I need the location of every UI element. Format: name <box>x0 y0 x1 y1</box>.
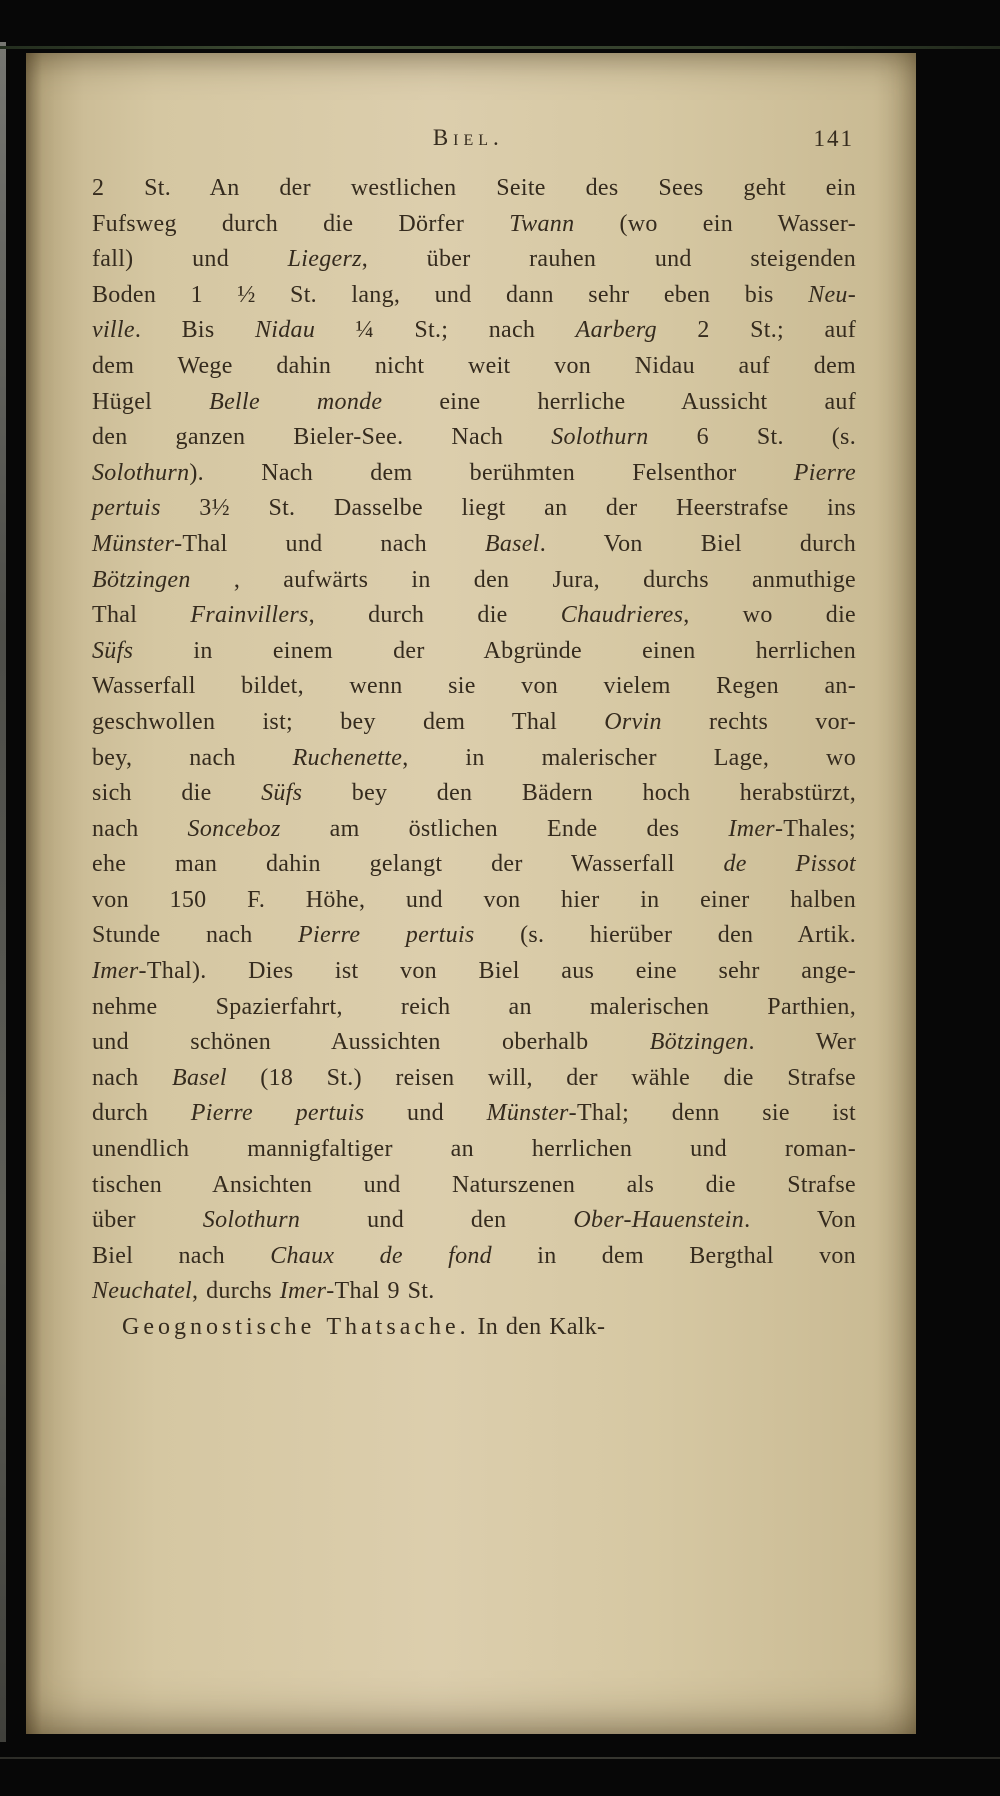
text-segment: nach <box>92 815 188 842</box>
page-number: 141 <box>813 126 854 151</box>
text-segment: (wo ein Wasser- <box>574 210 857 237</box>
text-segment: , aufwärts in den Jura, durchs anmuthige <box>190 566 856 593</box>
text-segment: -Thales; <box>774 815 856 842</box>
text-segment: -Thal; denn sie ist <box>568 1100 856 1127</box>
text-line <box>92 705 856 741</box>
text-line <box>92 456 856 492</box>
text-segment: Boden 1 ½ St. lang, und dann sehr eben bis <box>92 281 809 308</box>
text-segment: 2 St.; auf <box>656 317 856 344</box>
text-segment: . Bis <box>134 317 255 344</box>
text-line <box>92 669 856 705</box>
text-segment: bey, nach <box>92 744 293 771</box>
text-line <box>92 385 856 421</box>
text-line <box>92 242 856 278</box>
text-segment: 2 St. An der westlichen Seite des Sees geht ein <box>92 175 856 201</box>
text-line <box>92 563 856 599</box>
text-segment: eine herrliche Aussicht auf <box>382 388 856 415</box>
text-line <box>92 1239 856 1275</box>
text-segment: -Thal und nach <box>174 530 485 557</box>
running-title: Biel. <box>432 125 504 150</box>
text-line <box>92 847 856 883</box>
text-line <box>92 1025 856 1061</box>
text-segment: und den <box>300 1207 574 1234</box>
place-name-italic: Pierre pertuis <box>298 922 475 949</box>
place-name-italic: Solothurn <box>551 424 649 451</box>
text-segment: von 150 F. Höhe, und von hier in einer halben <box>92 886 856 913</box>
scan-left-edge <box>0 42 6 1742</box>
text-segment: und <box>364 1100 487 1127</box>
text-segment: , durch die <box>308 602 561 629</box>
place-name-italic: Liegerz <box>287 246 362 273</box>
text-line <box>92 741 856 777</box>
place-name-italic: de Pissot <box>723 851 856 878</box>
text-segment: in dem Bergthal von <box>491 1242 856 1269</box>
text-segment: dem Wege dahin nicht weit von Nidau auf dem <box>92 352 856 379</box>
place-name-italic: Pierre pertuis <box>190 1100 365 1127</box>
text-segment: , durchs <box>192 1278 280 1305</box>
text-segment: ehe man dahin gelangt der Wasserfall <box>92 851 724 878</box>
scan-top-edge-line <box>0 46 1000 49</box>
text-segment: Hügel <box>92 388 210 415</box>
text-segment: fall) und <box>92 246 288 273</box>
text-line <box>92 420 856 456</box>
text-segment: sich die <box>92 780 262 807</box>
place-name-italic: Twann <box>509 210 575 237</box>
place-name-italic: Bötzingen <box>649 1029 749 1056</box>
text-segment: unendlich mannigfaltiger an herrlichen und roman- <box>92 1136 856 1163</box>
text-segment: und schönen Aussichten oberhalb <box>92 1029 650 1056</box>
place-name-italic: pertuis <box>92 495 161 522</box>
text-segment: ). Nach dem berühmten Felsenthor <box>189 459 794 486</box>
place-name-italic: Chaudrieres <box>560 602 684 629</box>
place-name-italic: Imer <box>92 958 139 985</box>
text-segment: . Von <box>744 1207 856 1234</box>
place-name-italic: Bötzingen <box>92 566 191 593</box>
text-segment: Biel nach <box>92 1242 271 1269</box>
text-line <box>92 491 856 527</box>
text-line <box>92 990 856 1026</box>
place-name-italic: Sonceboz <box>187 815 281 842</box>
scan-bottom-edge-line <box>0 1757 1000 1759</box>
text-line <box>92 883 856 919</box>
text-segment: , wo die <box>683 602 857 629</box>
text-line <box>92 1310 856 1346</box>
place-name-italic: Neuchatel <box>92 1278 193 1305</box>
text-line <box>92 207 856 243</box>
place-name-italic: Ruchenette <box>292 744 403 771</box>
text-segment: nehme Spazierfahrt, reich an malerischen Parthien, <box>92 993 856 1020</box>
text-segment: am östlichen Ende des <box>280 815 729 842</box>
text-segment: (18 St.) reisen will, der wähle die Strafse <box>226 1064 856 1091</box>
place-name-italic: Nidau <box>254 317 316 344</box>
place-name-italic: Orvin <box>604 708 662 735</box>
text-segment: , in malerischer Lage, wo <box>402 744 856 771</box>
place-name-italic: Chaux de fond <box>270 1242 492 1269</box>
place-name-italic: Ober-Hauenstein <box>573 1207 745 1234</box>
place-name-italic: Basel <box>171 1064 227 1091</box>
place-name-italic: Frainvillers <box>190 602 309 629</box>
text-line <box>92 1203 856 1239</box>
text-segment: über <box>92 1207 203 1234</box>
text-line <box>92 171 856 207</box>
text-line <box>92 527 856 563</box>
text-line <box>92 278 856 314</box>
place-name-italic: Aarberg <box>575 317 657 344</box>
book-page <box>26 53 916 1734</box>
text-segment: in einem der Abgründe einen herrlichen <box>133 637 856 664</box>
text-line <box>92 313 856 349</box>
text-segment: Wasserfall bildet, wenn sie von vielem Regen an- <box>92 673 856 700</box>
text-segment: durch <box>92 1100 191 1127</box>
text-segment: nach <box>92 1064 172 1091</box>
text-segment: Thal <box>92 602 191 629</box>
text-segment: (s. hierüber den Artik. <box>474 922 856 949</box>
place-name-italic: Solothurn <box>202 1207 301 1234</box>
place-name-italic: Süfs <box>92 637 134 664</box>
place-name-italic: Münster <box>486 1100 569 1127</box>
text-segment: Stunde nach <box>92 922 299 949</box>
text-segment: Geognostische Thatsache. <box>122 1314 470 1340</box>
text-segment: -Thal 9 St. <box>326 1278 435 1305</box>
text-segment: -Thal). Dies ist von Biel aus eine sehr ange- <box>138 958 856 985</box>
text-line <box>92 918 856 954</box>
text-segment: bey den Bädern hoch herabstürzt, <box>302 780 856 807</box>
text-line <box>92 1132 856 1168</box>
place-name-italic: Pierre <box>793 459 856 486</box>
place-name-italic: Solothurn <box>92 459 190 486</box>
place-name-italic: Basel <box>484 530 540 557</box>
text-segment: 3½ St. Dasselbe liegt an der Heerstrafse ins <box>160 495 856 522</box>
text-line <box>92 1061 856 1097</box>
place-name-italic: Imer <box>728 815 775 842</box>
text-line <box>92 1168 856 1204</box>
text-segment: tischen Ansichten und Naturszenen als die Strafse <box>92 1171 856 1198</box>
text-line <box>92 634 856 670</box>
body-text <box>92 171 856 1346</box>
text-line <box>92 812 856 848</box>
text-segment: den ganzen Bieler-See. Nach <box>92 424 552 451</box>
text-segment: 6 St. (s. <box>648 424 856 451</box>
place-name-italic: ville <box>92 317 135 344</box>
text-line <box>92 954 856 990</box>
text-segment: In den Kalk- <box>469 1314 606 1340</box>
place-name-italic: Süfs <box>261 780 303 807</box>
place-name-italic: Belle monde <box>209 388 383 415</box>
text-line <box>92 1274 856 1310</box>
text-line <box>92 1096 856 1132</box>
text-line <box>92 598 856 634</box>
text-segment: Fufsweg durch die Dörfer <box>92 210 510 237</box>
page-header <box>92 125 856 159</box>
text-line <box>92 349 856 385</box>
text-line <box>92 776 856 812</box>
place-name-italic: Imer <box>279 1278 327 1305</box>
text-segment: rechts vor- <box>661 708 856 735</box>
text-segment: ¼ St.; nach <box>315 317 576 344</box>
text-segment: geschwollen ist; bey dem Thal <box>92 708 605 735</box>
text-segment: , über rauhen und steigenden <box>361 246 856 273</box>
text-segment: . Wer <box>748 1029 856 1056</box>
text-segment: . Von Biel durch <box>539 530 857 557</box>
place-name-italic: Münster <box>92 530 175 557</box>
place-name-italic: Neu- <box>808 281 856 308</box>
